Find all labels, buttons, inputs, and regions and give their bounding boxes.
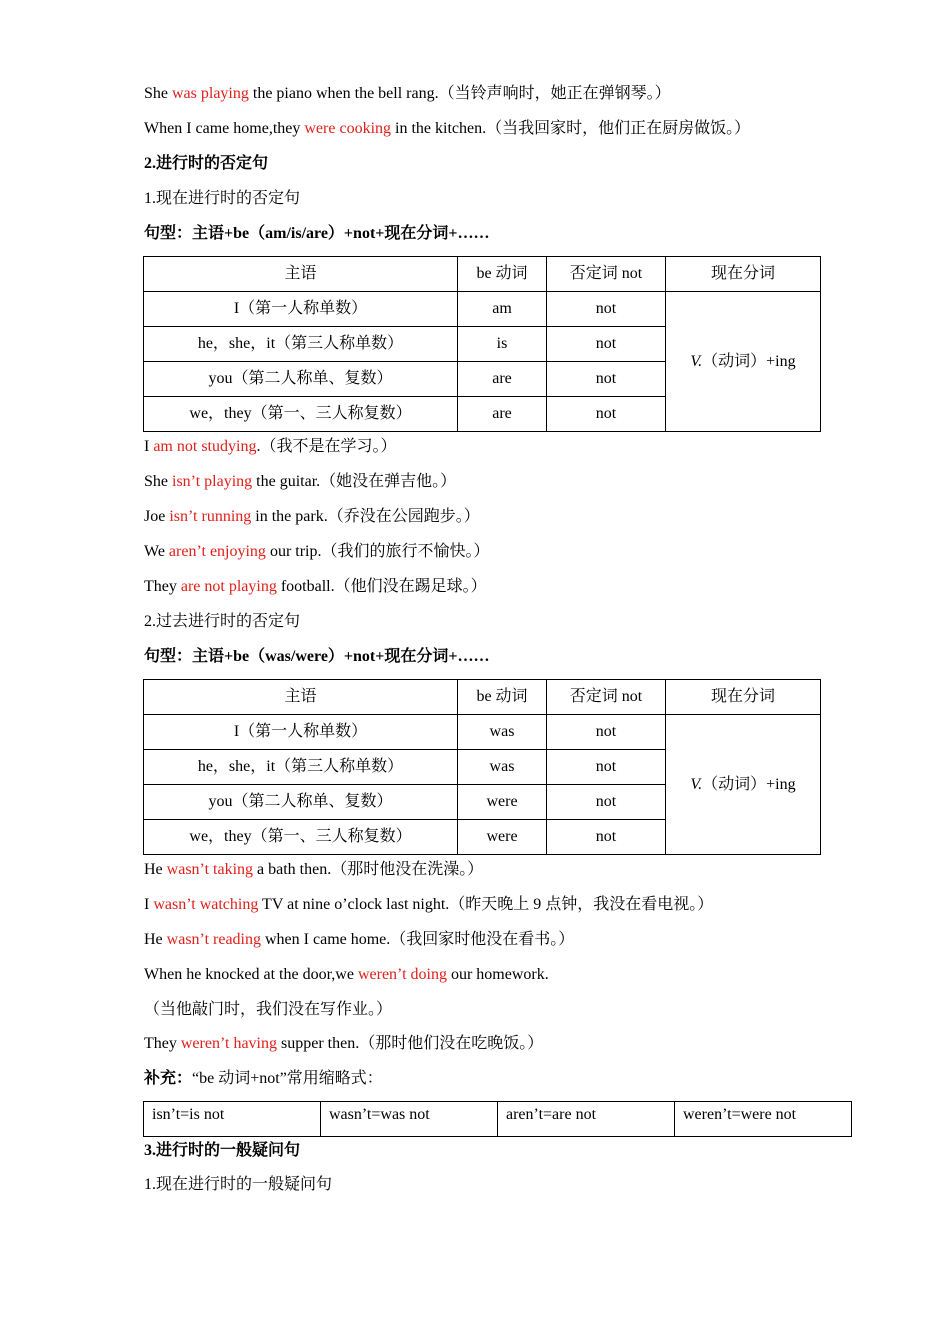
past-negative-table (143, 679, 821, 855)
highlight: are not playing (180, 578, 277, 595)
not-cell: not (547, 397, 666, 432)
example-sentence: I wasn’t watching TV at nine o’clock last night.（昨天晚上 9 点钟，我没在看电视。） (144, 896, 714, 913)
highlight: wasn’t taking (166, 861, 254, 878)
sentence-pattern: 句型：主语+be（am/is/are）+not+现在分词+…… (144, 225, 490, 242)
example-sentence: He wasn’t reading when I came home.（我回家时他没在看书。） (144, 931, 575, 948)
subject-cell: I（第一人称单数） (144, 292, 458, 327)
highlight: isn’t running (169, 508, 252, 525)
highlight: wasn’t watching (153, 896, 259, 913)
example-sentence: We aren’t enjoying our trip.（我们的旅行不愉快。） (144, 543, 490, 560)
supplement-label: 补充： (144, 1070, 193, 1087)
not-cell: not (547, 327, 666, 362)
highlight: weren’t doing (357, 966, 447, 983)
contraction-cell: weren’t=were not (675, 1102, 852, 1137)
example-sentence: Joe isn’t running in the park.（乔没在公园跑步。） (144, 508, 480, 525)
subsection-title: 1.现在进行时的一般疑问句 (144, 1176, 333, 1193)
example-sentence: When he knocked at the door,we weren’t doing our homework. (144, 966, 549, 983)
highlight: wasn’t reading (166, 931, 261, 948)
contraction-cell: isn’t=is not (144, 1102, 321, 1137)
header-cell: 否定词 not (547, 257, 666, 292)
header-cell: 主语 (144, 257, 458, 292)
highlight: were cooking (304, 120, 392, 137)
example-sentence: They weren’t having supper then.（那时他们没在吃晚饭。） (144, 1035, 544, 1052)
table-row (144, 715, 821, 750)
not-cell: not (547, 362, 666, 397)
be-cell: are (458, 362, 547, 397)
highlight: weren’t having (180, 1035, 277, 1052)
section-title: 3.进行时的一般疑问句 (144, 1142, 301, 1159)
present-negative-table (143, 256, 821, 432)
header-cell: 主语 (144, 680, 458, 715)
subsection-title: 1.现在进行时的否定句 (144, 190, 301, 207)
sentence-pattern: 句型：主语+be（was/were）+not+现在分词+…… (144, 648, 490, 665)
highlight: was playing (172, 85, 249, 102)
be-cell: were (458, 785, 547, 820)
supplement-text: “be 动词+not”常用缩略式： (192, 1070, 383, 1087)
subsection-title: 2.过去进行时的否定句 (144, 613, 301, 630)
header-cell: be 动词 (458, 680, 547, 715)
highlight: isn’t playing (172, 473, 253, 490)
example-sentence: When I came home,they were cooking in the kitchen.（当我回家时，他们正在厨房做饭。） (144, 120, 751, 137)
participle-cell: V.（动词）+ing (666, 715, 821, 855)
be-cell: was (458, 750, 547, 785)
header-cell: 否定词 not (547, 680, 666, 715)
supplement-line (144, 1069, 383, 1089)
section-title: 2.进行时的否定句 (144, 155, 269, 172)
contraction-table (143, 1101, 852, 1137)
contraction-cell: aren’t=are not (498, 1102, 675, 1137)
participle-cell: V.（动词）+ing (666, 292, 821, 432)
subject-cell: you（第二人称单、复数） (144, 785, 458, 820)
subject-cell: we，they（第一、三人称复数） (144, 820, 458, 855)
not-cell: not (547, 820, 666, 855)
highlight: am not studying (153, 438, 257, 455)
be-cell: was (458, 715, 547, 750)
not-cell: not (547, 785, 666, 820)
subject-cell: he，she，it（第三人称单数） (144, 750, 458, 785)
table-header-row (144, 680, 821, 715)
header-cell: be 动词 (458, 257, 547, 292)
subject-cell: you（第二人称单、复数） (144, 362, 458, 397)
example-sentence: They are not playing football.（他们没在踢足球。） (144, 578, 487, 595)
table-header-row (144, 257, 821, 292)
subject-cell: we，they（第一、三人称复数） (144, 397, 458, 432)
not-cell: not (547, 292, 666, 327)
header-cell: 现在分词 (666, 257, 821, 292)
example-sentence: I am not studying.（我不是在学习。） (144, 438, 397, 455)
translation-line: （当他敲门时，我们没在写作业。） (144, 1001, 393, 1018)
header-cell: 现在分词 (666, 680, 821, 715)
subject-cell: I（第一人称单数） (144, 715, 458, 750)
table-row (144, 1102, 852, 1137)
highlight: aren’t enjoying (168, 543, 266, 560)
subject-cell: he，she，it（第三人称单数） (144, 327, 458, 362)
be-cell: is (458, 327, 547, 362)
not-cell: not (547, 750, 666, 785)
example-sentence: She was playing the piano when the bell rang.（当铃声响时，她正在弹钢琴。） (144, 85, 671, 102)
be-cell: am (458, 292, 547, 327)
table-row (144, 292, 821, 327)
be-cell: are (458, 397, 547, 432)
contraction-cell: wasn’t=was not (321, 1102, 498, 1137)
not-cell: not (547, 715, 666, 750)
example-sentence: She isn’t playing the guitar.（她没在弹吉他。） (144, 473, 457, 490)
be-cell: were (458, 820, 547, 855)
example-sentence: He wasn’t taking a bath then.（那时他没在洗澡。） (144, 861, 484, 878)
